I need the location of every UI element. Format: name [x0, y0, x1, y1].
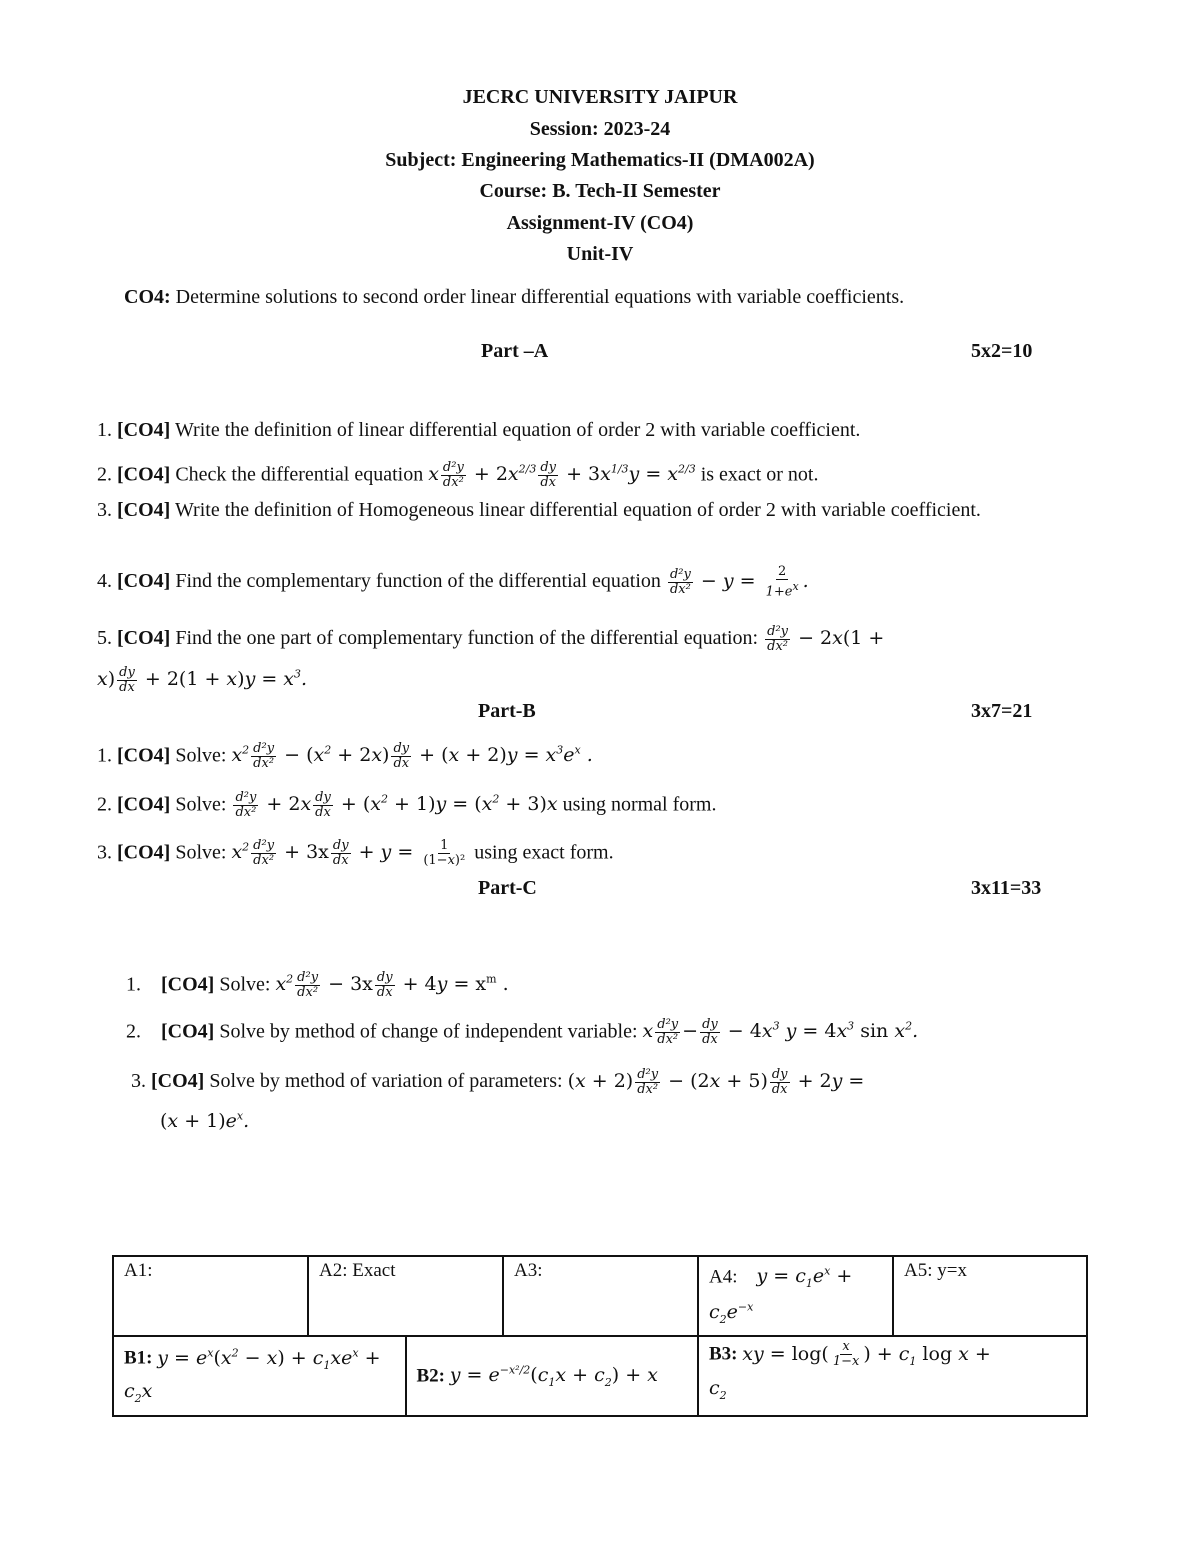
solve-label: Solve:: [175, 841, 227, 864]
solve-label: Solve:: [219, 973, 271, 996]
solve-label: Solve:: [175, 793, 227, 816]
part-a-q2: 2. [CO4] Check the differential equation x $\frac{\text{d²y}}{\text{dx²}}$ + $2x^{2/3}$ $\frac{dy}{dx}$ + $3x^{1/3}y = x^{2/3}$ is exact or not.: [97, 459, 819, 490]
question-text: using normal form.: [562, 793, 717, 816]
part-c-q1: 1. [CO4] Solve: $x^2$ $\frac{\text{d²y}}{\text{dx²}}$ − 3x $\frac{dy}{dx}$ + $4y = x^m$ .: [126, 969, 509, 1000]
part-a-q5-cont: [97, 660, 1079, 695]
co-tag: [CO4]: [117, 499, 171, 521]
question-text: Write the definition of linear differential equation of order 2 with variable coefficient.: [174, 419, 861, 441]
question-text: using exact form.: [474, 841, 614, 864]
part-a-q4: 4. [CO4] Find the complementary function of the differential equation $\frac{\text{d²y}}{\text{dx²}}$ − y = $\frac{2}{1+e^x}$ .: [97, 564, 809, 600]
question-text: Solve by method of variation of parameters:: [209, 1070, 563, 1092]
part-c-marks: 3x11=33: [971, 877, 1042, 899]
session-line: Session: 2023-24: [529, 118, 671, 140]
answer-table: [112, 1255, 1088, 1417]
part-b-q1: 1. [CO4] Solve: $x^2$ $\frac{\text{d²y}}{\text{dx²}}$ − $(x^2 + 2x)$ $\frac{dy}{dx}$ + $(x + 2)y = x^3e^x$ .: [97, 740, 593, 771]
co-tag: [CO4]: [151, 1070, 205, 1092]
part-c-q3-cont: [160, 1102, 249, 1136]
co-tag: [CO4]: [117, 419, 171, 441]
part-c-q3: 3. [CO4] Solve by method of variation of parameters: (x + 2) $\frac{\text{d²y}}{\text{dx²}}$ − (2x + 5) $\frac{dy}{dx}$ + 2y =: [131, 1066, 865, 1097]
part-a-q3: 3. [CO4] Write the definition of Homogeneous linear differential equation of order 2 with variable coefficient.: [97, 499, 981, 521]
answer-b2: B2: $y = e^{-x^2/2}(c_1x + c_2) + x$: [406, 1336, 699, 1416]
question-text: Find the complementary function of the differential equation: [175, 570, 661, 593]
co-text: Determine solutions to second order linear differential equations with variable coefficients.: [170, 286, 905, 308]
equation: $x^2$ $\frac{\text{d²y}}{\text{dx²}}$ − 3x $\frac{dy}{dx}$ + $4y = x^m$ .: [275, 969, 509, 1000]
equation: $x^2$ $\frac{\text{d²y}}{\text{dx²}}$ − $(x^2 + 2x)$ $\frac{dy}{dx}$ + $(x + 2)y = x^3e^x$ .: [231, 740, 593, 771]
assignment-line: Assignment-IV (CO4): [506, 212, 694, 234]
co-label: CO4:: [124, 286, 171, 308]
part-b-q2: 2. [CO4] Solve: $\frac{\text{d²y}}{\text{dx²}}$ + 2x $\frac{dy}{dx}$ + $(x^2 + 1)y = (x^2 + 3)x$ using normal form.: [97, 789, 717, 820]
co-tag: [CO4]: [117, 744, 171, 767]
answer-a3: A3:: [503, 1256, 698, 1336]
co-tag: [CO4]: [117, 570, 171, 593]
co-tag: [CO4]: [161, 973, 215, 996]
answer-a2: A2: Exact: [308, 1256, 503, 1336]
part-a-q1: 1. [CO4] Write the definition of linear differential equation of order 2 with variable coefficient.: [97, 419, 861, 441]
part-c-title: Part-C: [478, 877, 537, 899]
question-text: Find the one part of complementary function of the differential equation:: [175, 627, 759, 649]
question-text: Check the differential equation: [175, 463, 424, 486]
equation: (x + 2) $\frac{\text{d²y}}{\text{dx²}}$ − (2x + 5) $\frac{dy}{dx}$ + 2y =: [567, 1066, 865, 1097]
course-outcome: [124, 282, 1124, 312]
part-a-q5: 5. [CO4] Find the one part of complementary function of the differential equation: $\frac{\text{d²y}}{\text{dx²}}$ − 2x(1 +: [97, 623, 885, 654]
equation: $\frac{\text{d²y}}{\text{dx²}}$ − 2x(1 +: [767, 623, 885, 654]
part-b-marks: 3x7=21: [971, 700, 1033, 722]
answer-a5: A5: y=x: [893, 1256, 1087, 1336]
question-text: is exact or not.: [700, 463, 819, 486]
course-line: Course: B. Tech-II Semester: [479, 180, 721, 202]
co-tag: [CO4]: [117, 793, 171, 816]
part-c-q2: 2. [CO4] Solve by method of change of independent variable: x $\frac{\text{d²y}}{\text{dx²}}$ − $\frac{dy}{dx}$ − $4x^3$ $y = 4x^3$ $\sin x^2$.: [126, 1016, 919, 1047]
solve-label: Solve:: [175, 744, 227, 767]
co-tag: [CO4]: [161, 1020, 215, 1043]
answer-b3: B3: xy = log( $\frac{x}{1-x}$ ) + $c_1$ log x + $c_2$: [698, 1336, 1087, 1416]
equation: $x^2$ $\frac{\text{d²y}}{\text{dx²}}$ + 3x $\frac{dy}{dx}$ + y = $\frac{1}{\text{(1−x)²}}$: [231, 837, 466, 868]
part-a-title: Part –A: [481, 340, 549, 362]
co-tag: [CO4]: [117, 463, 171, 486]
question-text: Write the definition of Homogeneous linear differential equation of order 2 with variable coefficient.: [174, 499, 981, 521]
part-b-title: Part-B: [478, 700, 536, 722]
equation: x $\frac{\text{d²y}}{\text{dx²}}$ + $2x^{2/3}$ $\frac{dy}{dx}$ + $3x^{1/3}y = x^{2/3}$: [428, 459, 696, 490]
university-title: JECRC UNIVERSITY JAIPUR: [462, 86, 738, 108]
answer-b1: B1: $y = e^x(x^2 - x) + c_1xe^x$ + $c_2x$: [113, 1336, 406, 1416]
equation: x) $\frac{dy}{dx}$ + $2(1 + x)y = x^3$.: [97, 664, 308, 695]
question-text: Solve by method of change of independent variable:: [219, 1020, 638, 1043]
answer-a1: A1:: [113, 1256, 308, 1336]
co-tag: [CO4]: [117, 841, 171, 864]
equation: $\frac{\text{d²y}}{\text{dx²}}$ + 2x $\frac{dy}{dx}$ + $(x^2 + 1)y = (x^2 + 3)x$: [235, 789, 558, 820]
unit-line: Unit-IV: [566, 243, 634, 265]
co-tag: [CO4]: [117, 627, 171, 649]
equation: $\frac{\text{d²y}}{\text{dx²}}$ − y = $\frac{2}{1+e^x}$ .: [669, 564, 809, 600]
equation: x $\frac{\text{d²y}}{\text{dx²}}$ − $\frac{dy}{dx}$ − $4x^3$ $y = 4x^3$ $\sin x^2$.: [642, 1016, 919, 1047]
part-b-q3: 3. [CO4] Solve: $x^2$ $\frac{\text{d²y}}{\text{dx²}}$ + 3x $\frac{dy}{dx}$ + y = $\frac{1}{\text{(1−x)²}}$ using exact form.: [97, 837, 614, 868]
equation: $(x + 1)e^x$.: [160, 1110, 250, 1133]
answer-a4: A4: $y = c_1e^x$ + $c_2e^{-x}$: [698, 1256, 893, 1336]
subject-line: Subject: Engineering Mathematics-II (DMA002A): [385, 149, 815, 171]
part-a-marks: 5x2=10: [971, 340, 1033, 362]
